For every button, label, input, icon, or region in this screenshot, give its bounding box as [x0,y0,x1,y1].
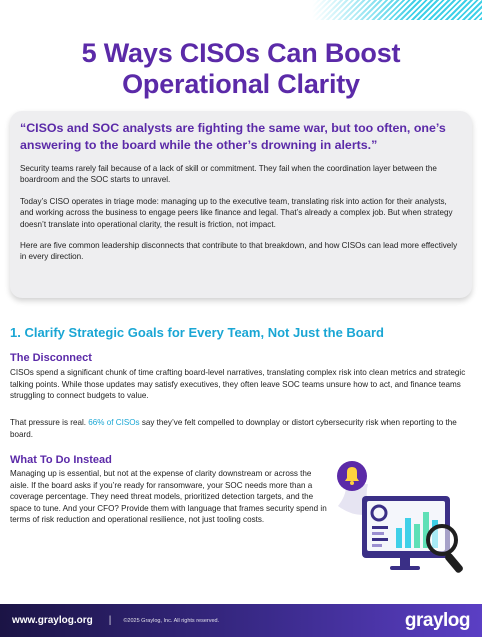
cisos-stat-link[interactable]: 66% of CISOs [88,418,140,427]
todo-heading: What To Do Instead [10,454,112,466]
magnifier-icon [428,526,464,574]
dashboard-illustration [334,458,472,578]
intro-paragraph-3: Here are five common leadership disconnects that contribute to that breakdown, and how CISOs can lead more effectively in every direction. [20,241,458,262]
disconnect-heading: The Disconnect [10,352,92,364]
bell-icon [337,461,367,491]
pressure-text [10,417,472,440]
footer-separator: | [108,615,112,626]
section-heading: 1. Clarify Strategic Goals for Every Team, Not Just the Board [10,325,384,340]
title-line-1: 5 Ways CISOs Can Boost [81,38,401,68]
page-footer [0,604,482,637]
intro-callout [10,111,472,298]
pressure-suffix: say they’ve felt compelled to downplay or distort cybersecurity risk when reporting to the board. [10,418,457,439]
footer-website-link[interactable]: www.graylog.org [12,615,93,626]
page-title [0,38,482,100]
pull-quote: “CISOs and SOC analysts are fighting the same war, but too often, one’s answering to the board while the other’s drowning in alerts.” [20,121,446,152]
decorative-stripe [312,0,482,20]
intro-paragraph-2: Today’s CISO operates in triage mode: managing up to the executive team, translating risk into action for their analysts, and working across the business to engage peers like finance and legal. That’s already a complex job. But when strategy doesn’t translate into operational clarity, the result is friction, not impact. [20,196,453,229]
graylog-logo: graylog [404,609,470,631]
disconnect-text: CISOs spend a significant chunk of time crafting board-level narratives, translating complex risk into clean metrics and strategic talking points. While those updates may satisfy executives, they often leave SOC teams unsure how to act, and finance teams struggling to connect budgets to value. [10,368,466,401]
pressure-prefix: That pressure is real. [10,418,89,427]
footer-copyright: ©2025 Graylog, Inc. All rights reserved. [123,617,220,624]
todo-text: Managing up is essential, but not at the expense of clarity downstream or across the aisle. If the board asks if you’re ready for ransomware, your SOC needs more than a coverage percentage. They need threat models, prioritized detection targets, and the space to tune. And your CFO? Provide them with language that frames security spend in terms of risk reduction and operational resilience, not just tooling costs. [10,469,327,525]
title-line-2: Operational Clarity [122,69,360,99]
intro-paragraph-1: Security teams rarely fail because of a lack of skill or commitment. They fail when the coordination layer between the boardroom and the SOC starts to unravel. [20,164,437,185]
